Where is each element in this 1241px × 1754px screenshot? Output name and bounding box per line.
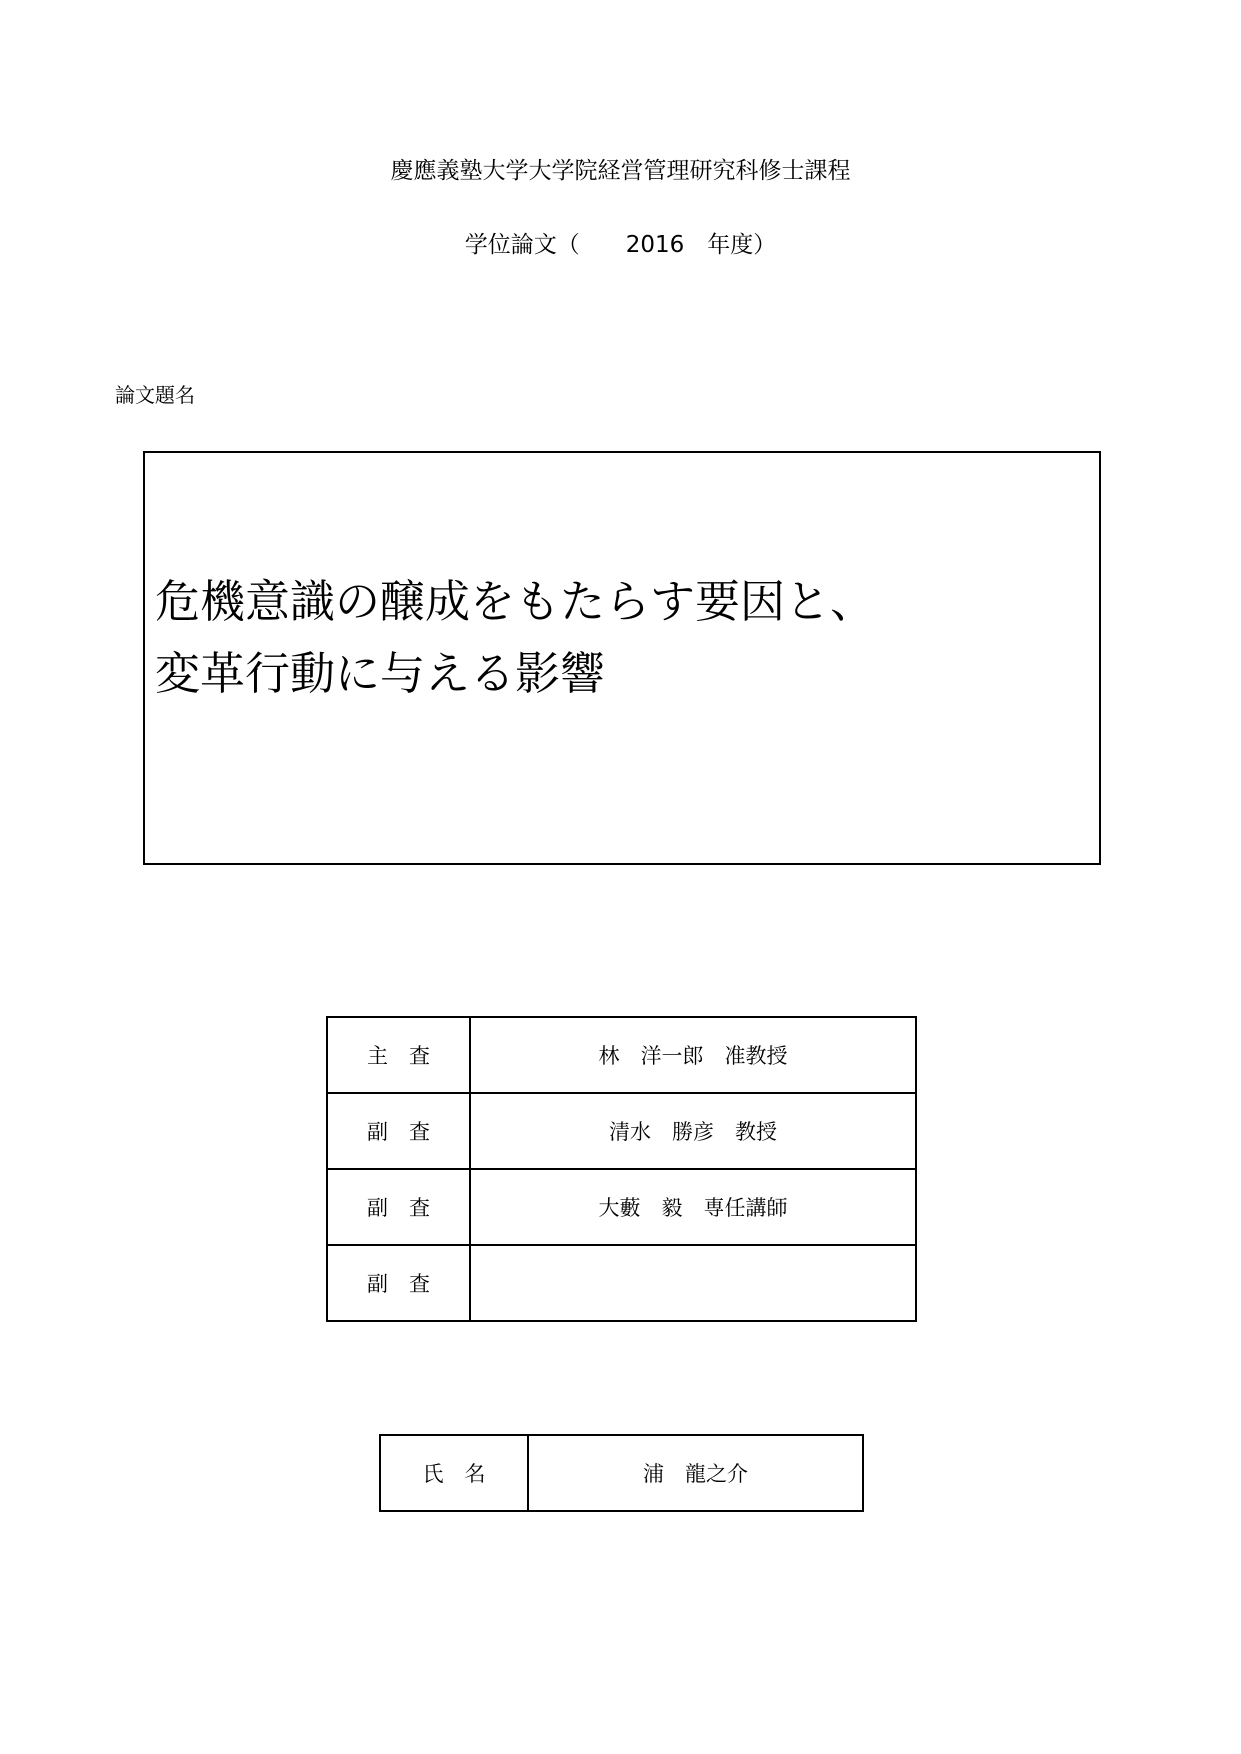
examiners-table <box>326 1016 917 1322</box>
examiner-name <box>470 1245 916 1321</box>
thesis-title-label: 論文題名 <box>115 383 195 407</box>
thesis-title-line-1: 危機意識の醸成をもたらす要因と、 <box>155 575 876 628</box>
table-row <box>327 1245 916 1321</box>
examiner-name: 林 洋一郎 准教授 <box>470 1017 916 1093</box>
examiner-role: 副 査 <box>327 1245 470 1321</box>
examiner-role: 副 査 <box>327 1093 470 1169</box>
table-row <box>327 1169 916 1245</box>
degree-prefix: 学位論文（ <box>464 232 626 258</box>
table-row <box>380 1435 863 1511</box>
table-row <box>327 1093 916 1169</box>
table-row <box>327 1017 916 1093</box>
thesis-title-line-2: 変革行動に与える影響 <box>155 647 606 700</box>
author-name: 浦 龍之介 <box>528 1435 863 1511</box>
examiner-role: 副 査 <box>327 1169 470 1245</box>
examiner-name: 清水 勝彦 教授 <box>470 1093 916 1169</box>
degree-line <box>0 230 1241 260</box>
examiner-name: 大藪 毅 専任講師 <box>470 1169 916 1245</box>
author-table <box>379 1434 864 1512</box>
thesis-title-box <box>143 451 1101 865</box>
degree-suffix: 年度） <box>684 232 777 258</box>
examiner-role: 主 査 <box>327 1017 470 1093</box>
author-label: 氏 名 <box>380 1435 528 1511</box>
degree-year: 2016 <box>625 232 685 258</box>
university-program: 慶應義塾大学大学院経営管理研究科修士課程 <box>390 158 851 184</box>
